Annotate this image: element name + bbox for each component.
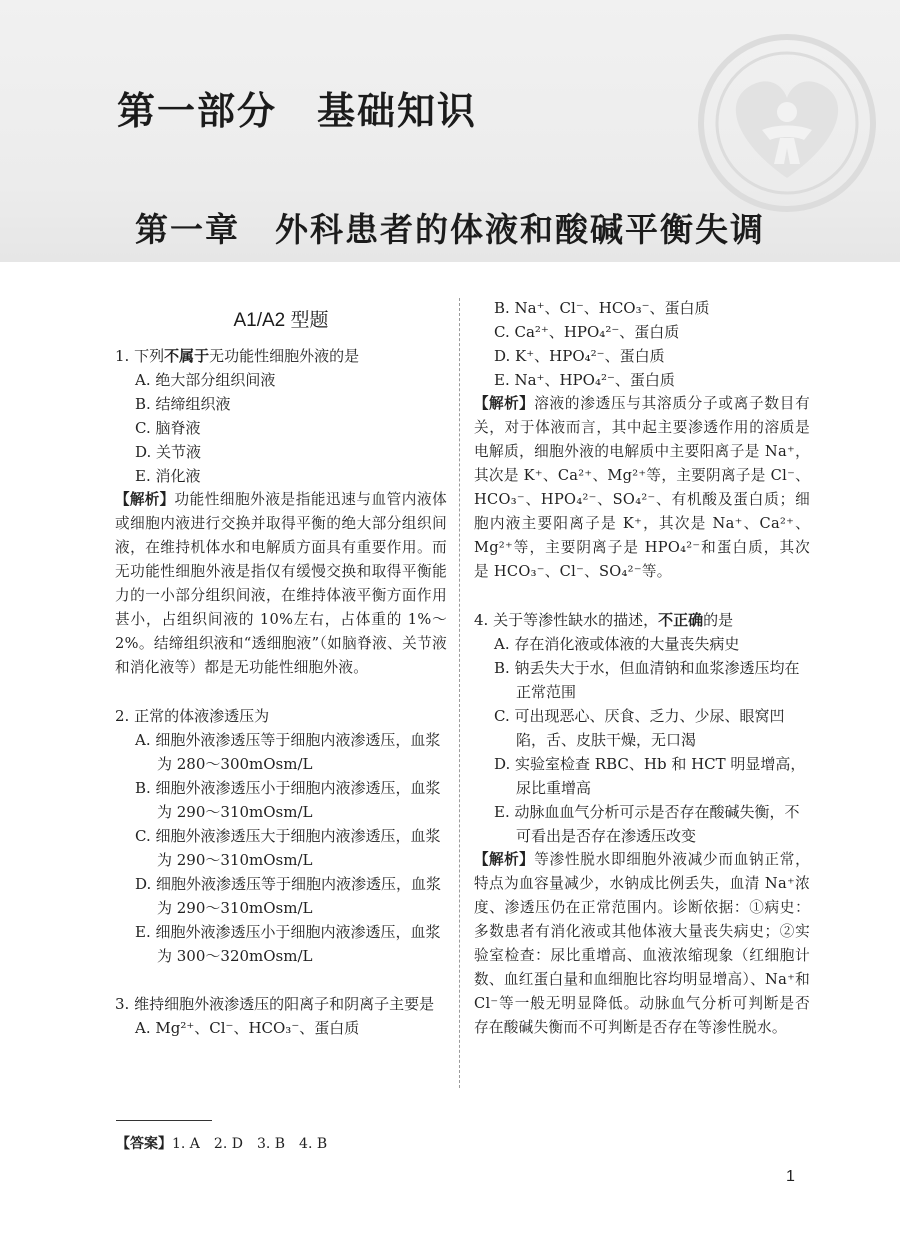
question-stem: 1. 下列不属于无功能性细胞外液的是 bbox=[115, 347, 360, 365]
option: B. Na⁺、Cl⁻、HCO₃⁻、蛋白质 bbox=[494, 299, 710, 317]
option: A. 绝大部分组织间液 bbox=[135, 371, 276, 389]
question-stem: 2. 正常的体液渗透压为 bbox=[115, 707, 270, 725]
option: A. 细胞外液渗透压等于细胞内液渗透压，血浆为 280～300mOsm/L bbox=[135, 731, 441, 773]
answer-key bbox=[116, 1133, 327, 1153]
question-stem: 4. 关于等渗性缺水的描述，不正确的是 bbox=[474, 611, 734, 629]
page-number: 1 bbox=[786, 1168, 795, 1185]
footer-rule bbox=[116, 1120, 212, 1121]
option: D. 实验室检查 RBC、Hb 和 HCT 明显增高，尿比重增高 bbox=[494, 755, 806, 797]
option: B. 钠丢失大于水，但血清钠和血浆渗透压均在正常范围 bbox=[494, 659, 800, 701]
option: A. Mg²⁺、Cl⁻、HCO₃⁻、蛋白质 bbox=[135, 1019, 360, 1037]
option: D. 关节液 bbox=[135, 443, 202, 461]
chapter-header-band bbox=[0, 0, 900, 262]
left-column bbox=[115, 306, 447, 1040]
chapter-title: 第一章 外科患者的体液和酸碱平衡失调 bbox=[135, 210, 765, 249]
option: D. K⁺、HPO₄²⁻、蛋白质 bbox=[494, 347, 665, 365]
part-title: 第一部分 基础知识 bbox=[117, 89, 478, 133]
analysis-label: 【解析】 bbox=[474, 395, 535, 412]
answer-key-label: 【答案】 bbox=[116, 1136, 172, 1152]
analysis-text: 【解析】功能性细胞外液是指能迅速与血管内液体或细胞内液进行交换并取得平衡的绝大部分组织间液，在维持机体水和电解质方面具有重要作用。而无功能性细胞外液是指仅有缓慢交换和取得平衡能力的一小部分组织间液，在维持体液平衡方面作用甚小，占组织间液的 10%左右，占体重的 1%～2%。结缔组织液和“透细胞液”（如脑脊液、关节液和消化液等）都是无功能性细胞外液。 bbox=[115, 491, 447, 676]
question-1 bbox=[115, 344, 447, 680]
option: C. Ca²⁺、HPO₄²⁻、蛋白质 bbox=[494, 323, 680, 341]
emphasis-text: 不属于 bbox=[164, 347, 210, 365]
right-column bbox=[474, 296, 810, 1040]
answer-key-values: 1. A 2. D 3. B 4. B bbox=[172, 1136, 328, 1152]
option: E. 动脉血血气分析可示是否存在酸碱失衡，不可看出是否存在渗透压改变 bbox=[494, 803, 800, 845]
question-3 bbox=[115, 992, 447, 1040]
column-divider bbox=[459, 298, 460, 1088]
option: B. 结缔组织液 bbox=[135, 395, 231, 413]
option: D. 细胞外液渗透压等于细胞内液渗透压，血浆为 290～310mOsm/L bbox=[135, 875, 442, 917]
option: B. 细胞外液渗透压小于细胞内液渗透压，血浆为 290～310mOsm/L bbox=[135, 779, 441, 821]
question-4 bbox=[474, 608, 810, 1040]
option: C. 脑脊液 bbox=[135, 419, 201, 437]
analysis-text: 【解析】溶液的渗透压与其溶质分子或离子数目有关，对于体液而言，其中起主要渗透作用的溶质是电解质，细胞外液的电解质中主要阳离子是 Na⁺，其次是 K⁺、Ca²⁺、Mg²⁺等，主要阴离子是 Cl⁻、HCO₃⁻、HPO₄²⁻、SO₄²⁻、有机酸及蛋白质；细胞内液主要阳离子是 K⁺，其次是 Na⁺、Ca²⁺、Mg²⁺等，主要阴离子是 HPO₄²⁻和蛋白质，其次是 HCO₃⁻、Cl⁻、SO₄²⁻等。 bbox=[474, 395, 810, 580]
medical-heart-person-icon bbox=[692, 28, 882, 218]
option: E. 消化液 bbox=[135, 467, 201, 485]
option: E. Na⁺、HPO₄²⁻、蛋白质 bbox=[494, 371, 675, 389]
question-stem: 3. 维持细胞外液渗透压的阳离子和阴离子主要是 bbox=[115, 995, 435, 1013]
option: C. 细胞外液渗透压大于细胞内液渗透压，血浆为 290～310mOsm/L bbox=[135, 827, 441, 869]
analysis-text: 【解析】等渗性脱水即细胞外液减少而血钠正常，特点为血容量减少，水钠成比例丢失，血清 Na⁺浓度、渗透压仍在正常范围内。诊断依据：①病史：多数患者有消化液或其他体液大量丧失病史；②实验室检查：尿比重增高、血液浓缩现象（红细胞计数、血红蛋白量和血细胞比容均明显增高）、Na⁺和 Cl⁻等一般无明显降低。动脉血气分析可判断是否存在酸碱失衡而不可判断是否存在等渗性脱水。 bbox=[474, 851, 810, 1036]
section-title: A1/A2 型题 bbox=[233, 310, 329, 331]
question-2 bbox=[115, 704, 447, 968]
analysis-label: 【解析】 bbox=[115, 491, 175, 508]
option: C. 可出现恶心、厌食、乏力、少尿、眼窝凹陷，舌、皮肤干燥，无口渴 bbox=[494, 707, 785, 749]
option: E. 细胞外液渗透压小于细胞内液渗透压，血浆为 300～320mOsm/L bbox=[135, 923, 441, 965]
option: A. 存在消化液或体液的大量丧失病史 bbox=[494, 635, 740, 653]
analysis-label: 【解析】 bbox=[474, 851, 535, 868]
emphasis-text: 不正确 bbox=[658, 611, 704, 629]
